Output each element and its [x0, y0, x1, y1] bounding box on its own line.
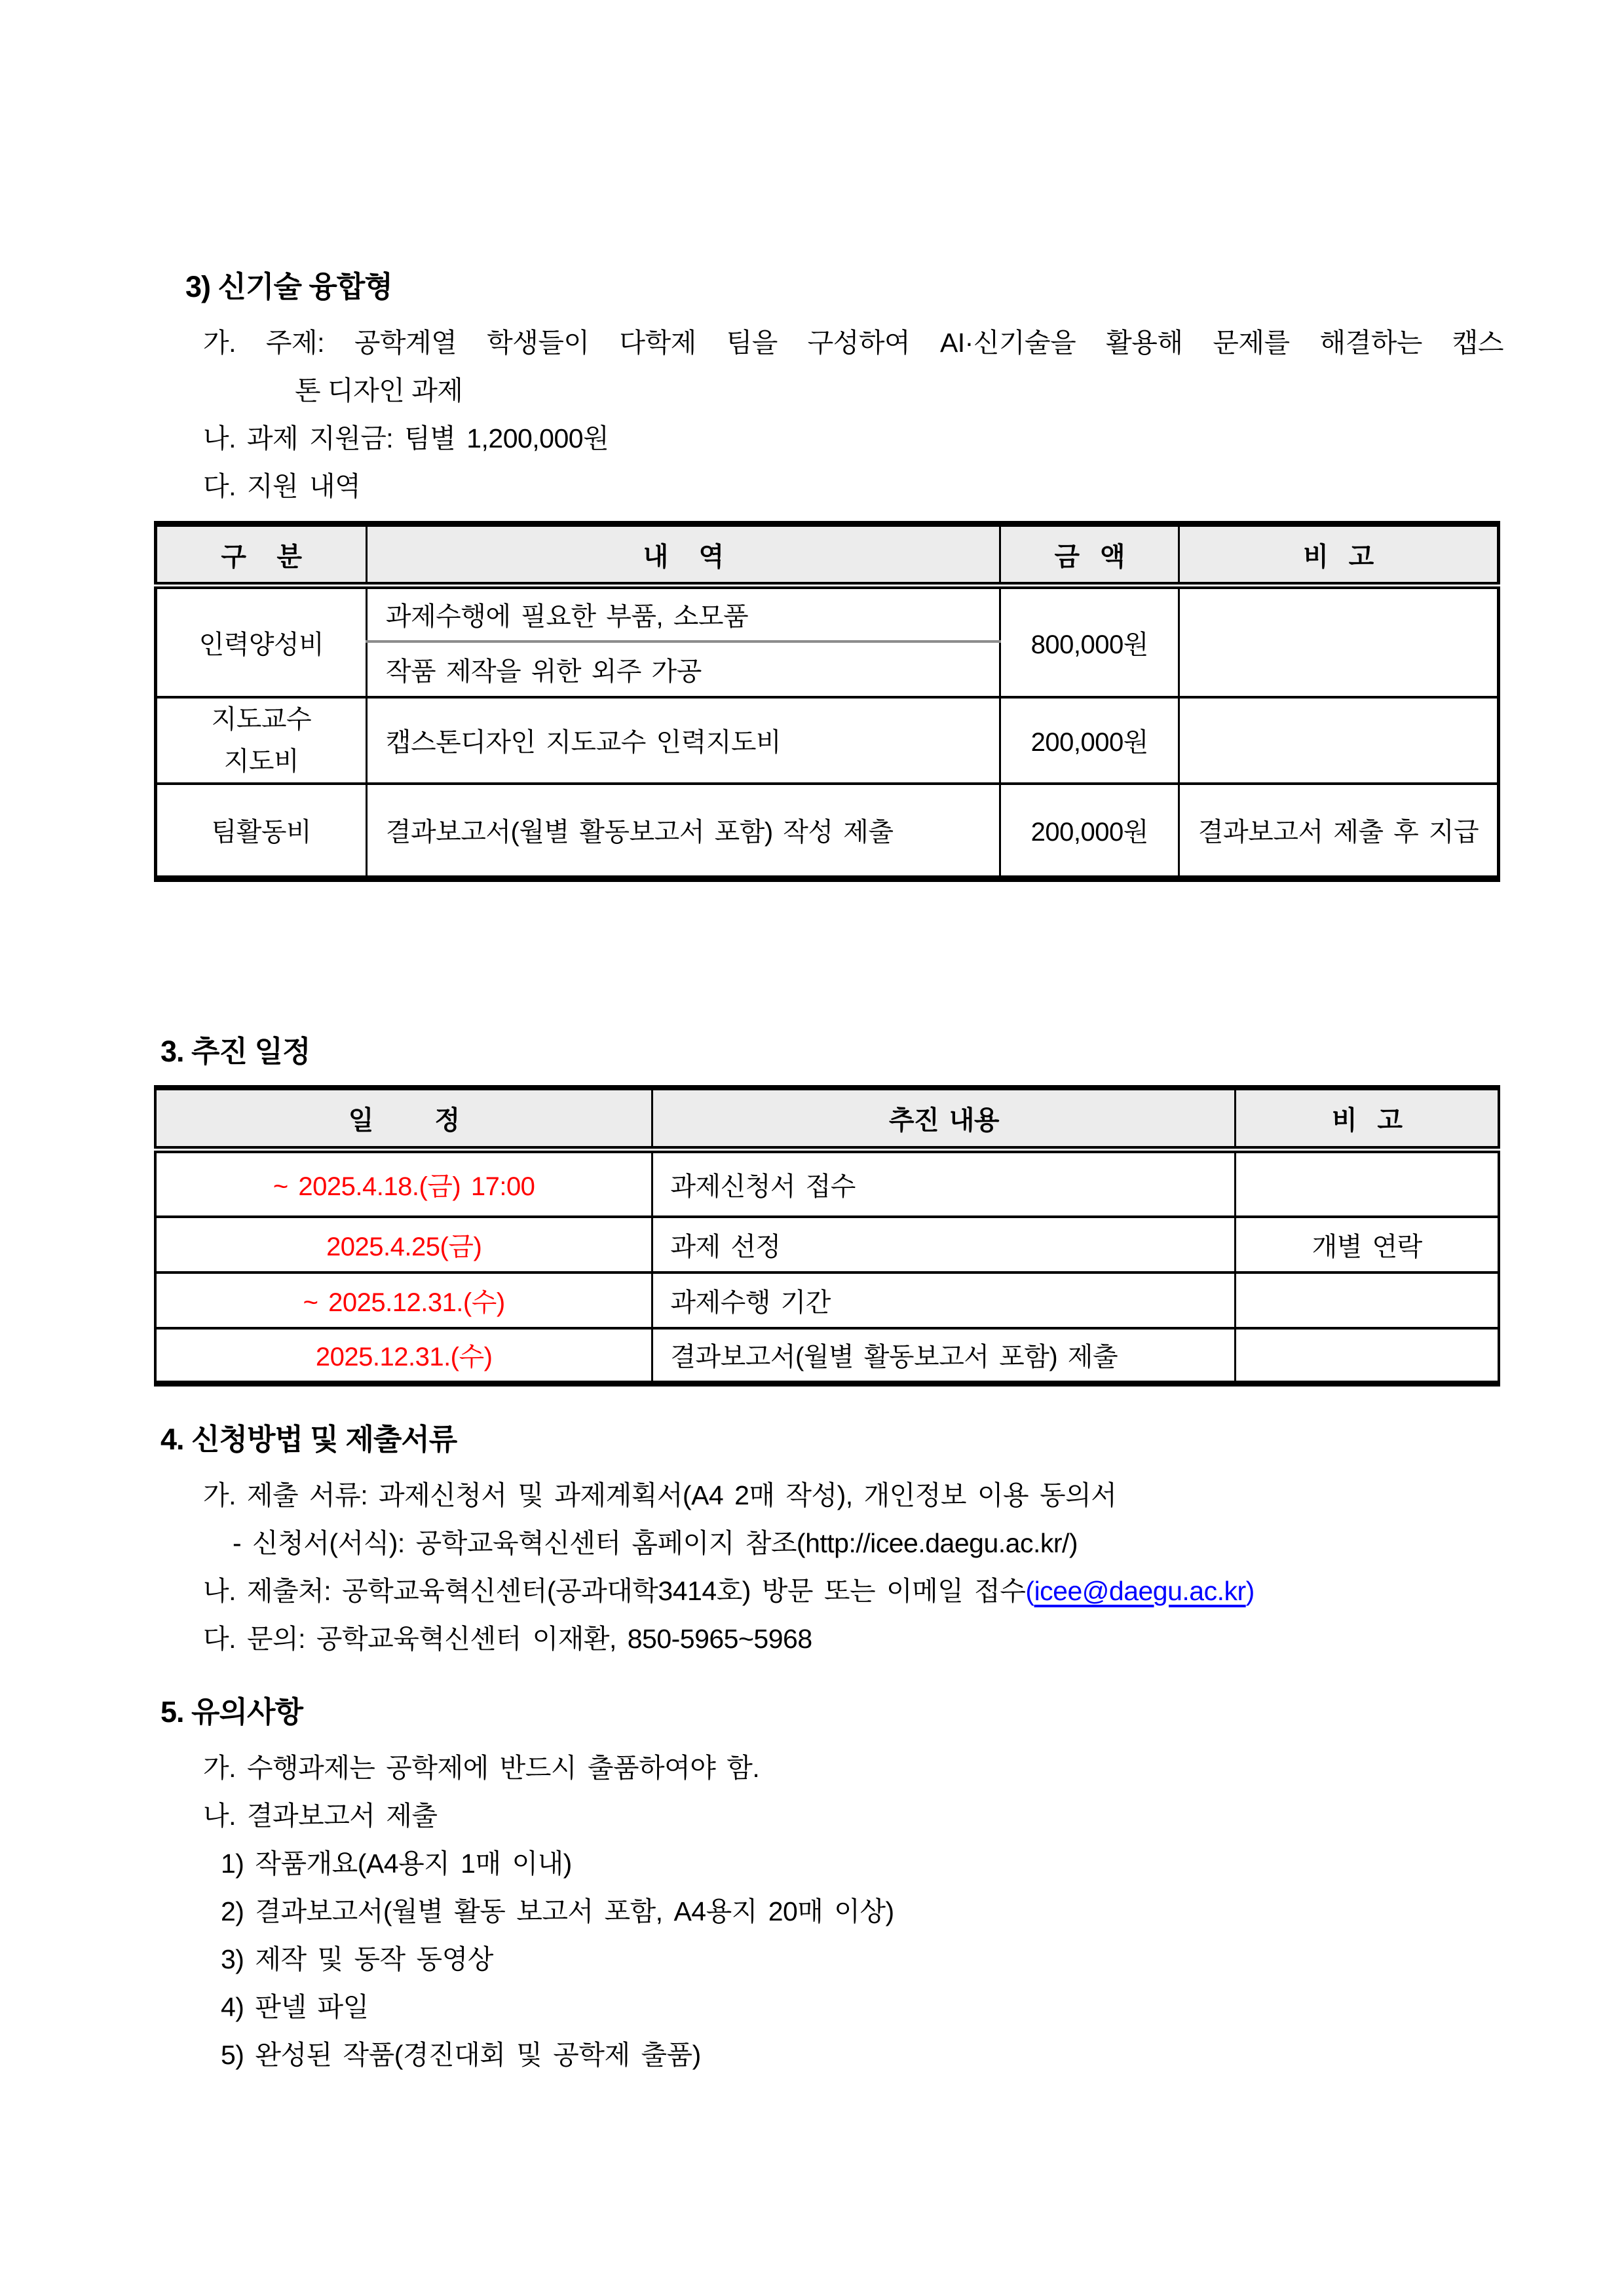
schedule-row-select	[155, 1217, 1499, 1272]
schedule-note-period	[1236, 1272, 1499, 1328]
cell-prof-note	[1179, 697, 1499, 784]
schedule-header-content: 추진 내용	[652, 1088, 1236, 1150]
schedule-row-report	[155, 1328, 1499, 1384]
cell-prof-category-line1: 지도교수	[211, 704, 312, 734]
cell-team-note: 결과보고서 제출 후 지급	[1179, 784, 1499, 879]
cell-hr-detail-2: 작품 제작을 위한 외주 가공	[366, 641, 1000, 697]
apply-submit-text: 나. 제출처: 공학교육혁신센터(공과대학3414호) 방문 또는 이메일 접수	[203, 1576, 1026, 1606]
schedule-content-report: 결과보고서(월별 활동보고서 포함) 제출	[652, 1328, 1236, 1384]
schedule-header-note: 비 고	[1236, 1088, 1499, 1150]
support-header-category: 구 분	[156, 524, 367, 586]
topic-line-1: 가. 주제: 공학계열 학생들이 다학제 팀을 구성하여 AI·신기술을 활용해 문제를 해결하는 캡스	[203, 328, 1503, 358]
cell-prof-detail: 캡스톤디자인 지도교수 인력지도비	[366, 697, 1000, 784]
notes-report-line: 나. 결과보고서 제출	[203, 1801, 438, 1831]
cell-hr-detail-1: 과제수행에 필요한 부품, 소모품	[366, 586, 1000, 641]
support-row-team	[156, 784, 1499, 879]
support-header-amount: 금 액	[1000, 524, 1179, 586]
cell-hr-amount: 800,000원	[1000, 586, 1179, 697]
apply-heading: 4. 신청방법 및 제출서류	[161, 1423, 457, 1456]
section-newtech-heading: 3) 신기술 융합형	[185, 270, 392, 303]
notes-exhibit-line: 가. 수행과제는 공학제에 반드시 출품하여야 함.	[203, 1753, 760, 1783]
cell-team-category: 팀활동비	[156, 784, 367, 879]
schedule-date-select: 2025.4.25(금)	[155, 1217, 652, 1272]
notes-subitem-2: 2) 결과보고서(월별 활동 보고서 포함, A4용지 20매 이상)	[221, 1896, 894, 1926]
schedule-date-period: ~ 2025.12.31.(수)	[155, 1272, 652, 1328]
schedule-table-header-row	[155, 1088, 1499, 1150]
grant-line: 나. 과제 지원금: 팀별 1,200,000원	[203, 423, 609, 453]
support-row-prof	[156, 697, 1499, 784]
topic-paragraph	[203, 319, 1503, 415]
schedule-date-apply: ~ 2025.4.18.(금) 17:00	[155, 1150, 652, 1217]
schedule-row-apply	[155, 1150, 1499, 1217]
support-table-header-row	[156, 524, 1499, 586]
cell-prof-category	[156, 697, 367, 784]
schedule-table	[154, 1085, 1500, 1387]
detail-label-line: 다. 지원 내역	[203, 471, 361, 501]
schedule-content-apply: 과제신청서 접수	[652, 1150, 1236, 1217]
support-header-detail: 내 역	[366, 524, 1000, 586]
schedule-content-select: 과제 선정	[652, 1217, 1236, 1272]
schedule-note-report	[1236, 1328, 1499, 1384]
notes-heading: 5. 유의사항	[161, 1695, 303, 1729]
apply-documents-line: 가. 제출 서류: 과제신청서 및 과제계획서(A4 2매 작성), 개인정보 이용 동의서	[203, 1480, 1117, 1510]
schedule-row-period	[155, 1272, 1499, 1328]
support-header-note: 비 고	[1179, 524, 1499, 586]
schedule-content-period: 과제수행 기간	[652, 1272, 1236, 1328]
cell-hr-category: 인력양성비	[156, 586, 367, 697]
topic-line-2: 톤 디자인 과제	[295, 375, 463, 406]
cell-hr-note	[1179, 586, 1499, 697]
support-table	[154, 521, 1500, 882]
cell-prof-amount: 200,000원	[1000, 697, 1179, 784]
apply-submit-line	[203, 1567, 1503, 1615]
cell-prof-category-line2: 지도비	[223, 746, 299, 776]
cell-team-amount: 200,000원	[1000, 784, 1179, 879]
schedule-note-apply	[1236, 1150, 1499, 1217]
notes-subitem-1: 1) 작품개요(A4용지 1매 이내)	[221, 1848, 572, 1879]
schedule-heading: 3. 추진 일정	[161, 1034, 311, 1068]
support-row-hr-1	[156, 586, 1499, 641]
schedule-date-report: 2025.12.31.(수)	[155, 1328, 652, 1384]
apply-form-line: - 신청서(서식): 공학교육혁신센터 홈페이지 참조(http://icee.daegu.ac.kr/)	[233, 1528, 1078, 1558]
schedule-note-select: 개별 연락	[1236, 1217, 1499, 1272]
email-open-paren: (	[1025, 1576, 1034, 1606]
schedule-header-date: 일 정	[155, 1088, 652, 1150]
apply-contact-line: 다. 문의: 공학교육혁신센터 이재환, 850-5965~5968	[203, 1624, 812, 1654]
email-link[interactable]: icee@daegu.ac.kr	[1034, 1576, 1246, 1606]
notes-subitem-3: 3) 제작 및 동작 동영상	[221, 1944, 493, 1974]
notes-subitem-5: 5) 완성된 작품(경진대회 및 공학제 출품)	[221, 2040, 701, 2070]
email-close-paren: )	[1245, 1576, 1255, 1606]
cell-team-detail: 결과보고서(월별 활동보고서 포함) 작성 제출	[366, 784, 1000, 879]
notes-subitem-4: 4) 판넬 파일	[221, 1992, 369, 2022]
